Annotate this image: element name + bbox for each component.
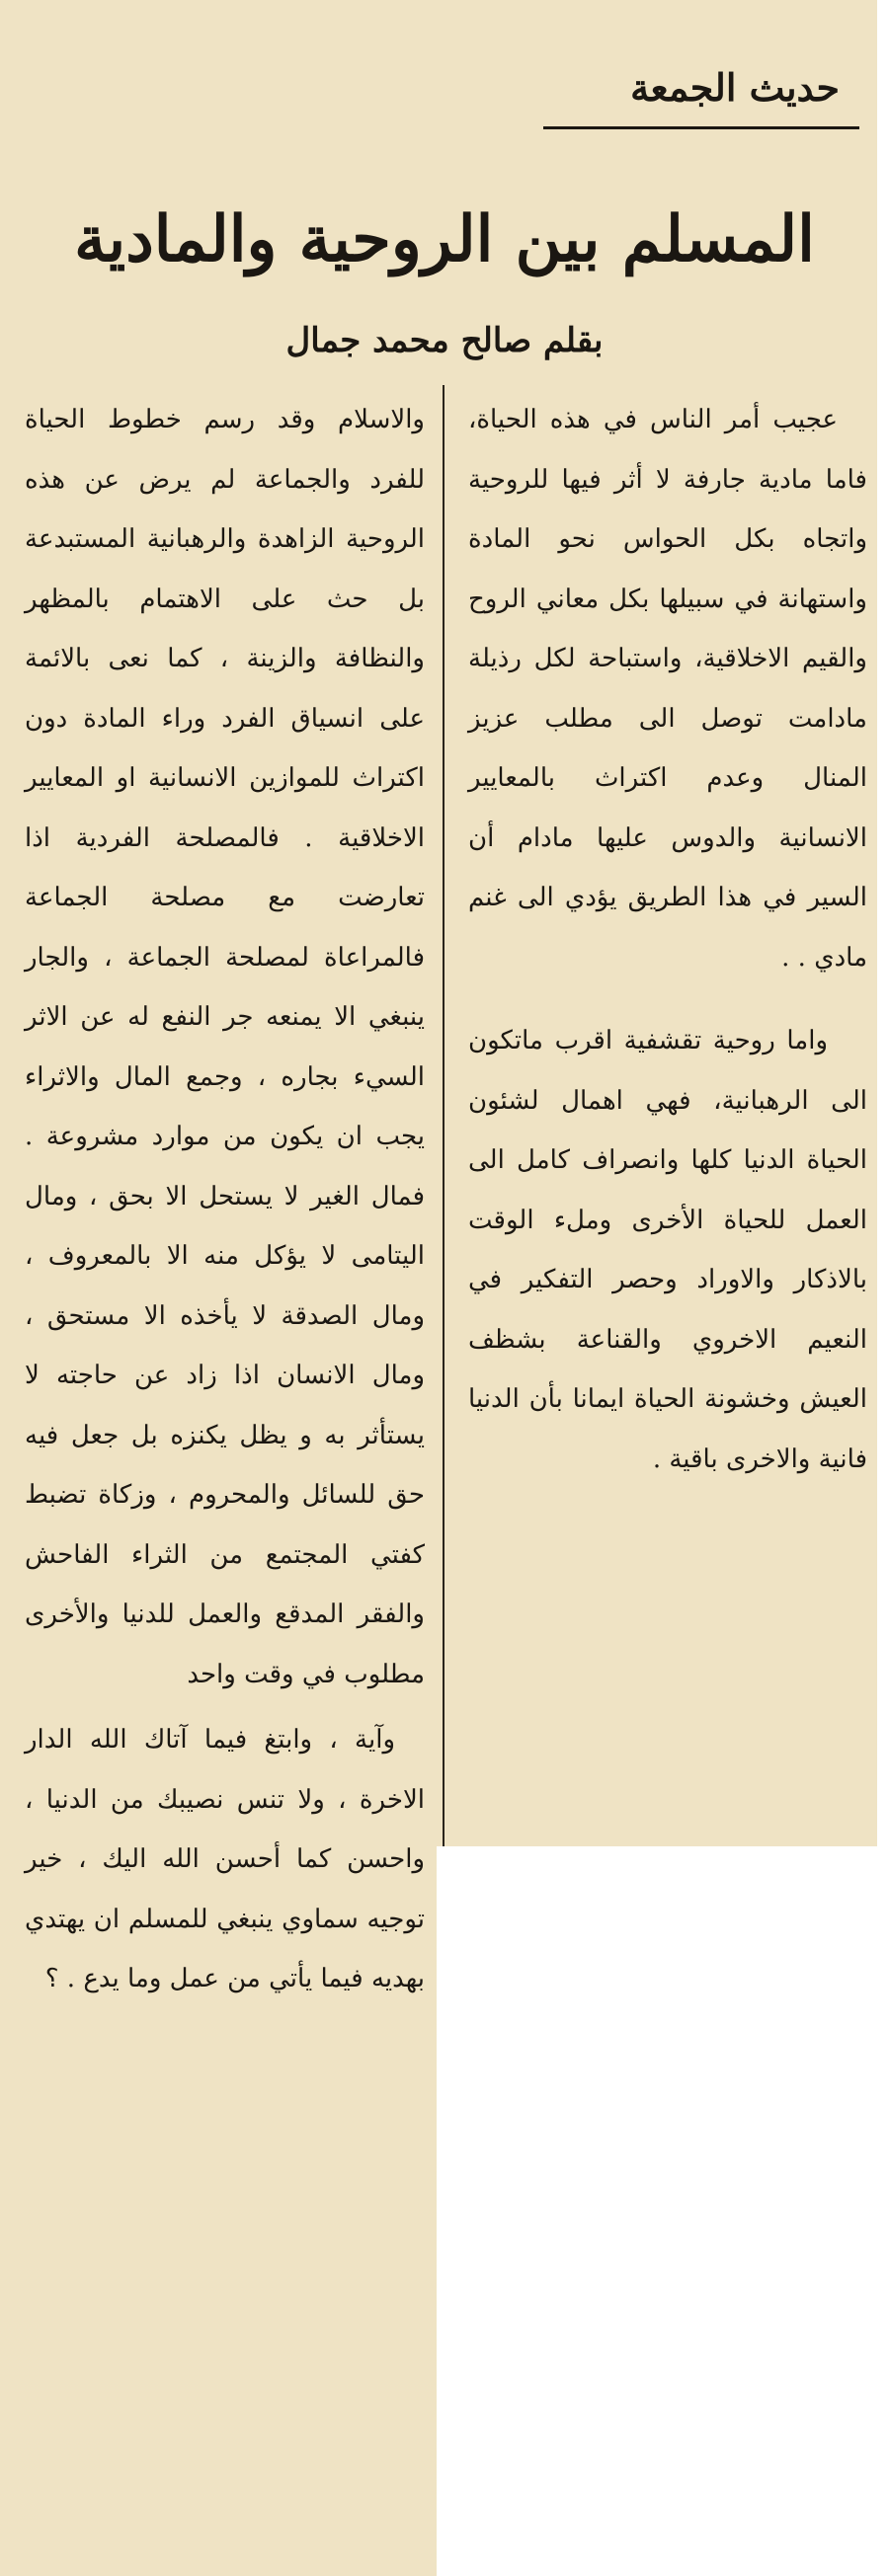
column-left-paragraph-1: والاسلام وقد رسم خطوط الحياة للفرد والجماعة لم يرض عن هذه الروحية الزاهدة والرهبانية المستبدعة بل حث على الاهتمام بالمظهر والنظافة والزينة ، كما نعى بالائمة على انسياق الفرد وراء المادة دون اكتراث للموازين الانسانية او المعايير الاخلاقية . فالمصلحة الفردية اذا تعارضت مع مصلحة الجماعة فالمراعاة لمصلحة الجماعة ، والجار ينبغي الا يمنعه جر النفع له عن الاثر السيء بجاره ، وجمع المال والاثراء يجب ان يكون من موارد مشروعة . فمال الغير لا يستحل الا بحق ، ومال اليتامى لا يؤكل منه الا بالمعروف ، ومال الصدقة لا يأخذه الا مستحق ، ومال الانسان اذا زاد عن حاجته لا يستأثر به و يظل يكنزه بل جعل فيه حق للسائل والمحروم ، وزكاة تضبط كفتي المجتمع من الثراء الفاحش والفقر المدقع والعمل للدنيا والأخرى مطلوب في وقت واحد bbox=[25, 405, 425, 1689]
column-left-paragraph-2: وآية ، وابتغ فيما آتاك الله الدار الاخرة ، ولا تنس نصيبك من الدنيا ، واحسن كما أحسن الله اليك ، خير توجيه سماوي ينبغي للمسلم ان يهتدي بهديه فيما يأتي من عمل وما يدع . ؟ bbox=[25, 1725, 425, 1993]
article-column-right bbox=[468, 390, 867, 1489]
byline: بقلم صالح محمد جمال bbox=[285, 321, 604, 360]
headline: المسلم بين الروحية والمادية bbox=[74, 202, 815, 276]
section-rule bbox=[543, 126, 859, 129]
column-right-paragraph-2: واما روحية تقشفية اقرب ماتكون الى الرهبانية، فهي اهمال لشئون الحياة الدنيا كلها وانصراف كامل الى العمل للحياة الأخرى وملء الوقت بالاذكار والاوراد وحصر التفكير في النعيم الاخروي والقناعة بشظف العيش وخشونة الحياة ايمانا بأن الدنيا فانية والاخرى باقية . bbox=[468, 1026, 867, 1474]
page-margin bbox=[877, 0, 889, 1846]
section-label: حديث الجمعة bbox=[630, 65, 840, 110]
article-column-left bbox=[25, 390, 425, 2009]
column-right-paragraph-1: عجيب أمر الناس في هذه الحياة، فاما مادية جارفة لا أثر فيها للروحية واتجاه بكل الحواس نحو المادة واستهانة في سبيلها بكل معاني الروح والقيم الاخلاقية، واستباحة لكل رذيلة مادامت توصل الى مطلب عزيز المنال وعدم اكتراث بالمعايير الانسانية والدوس عليها مادام أن السير في هذا الطريق يؤدي الى غنم مادي . . bbox=[468, 405, 867, 973]
blank-area bbox=[437, 1846, 889, 2576]
